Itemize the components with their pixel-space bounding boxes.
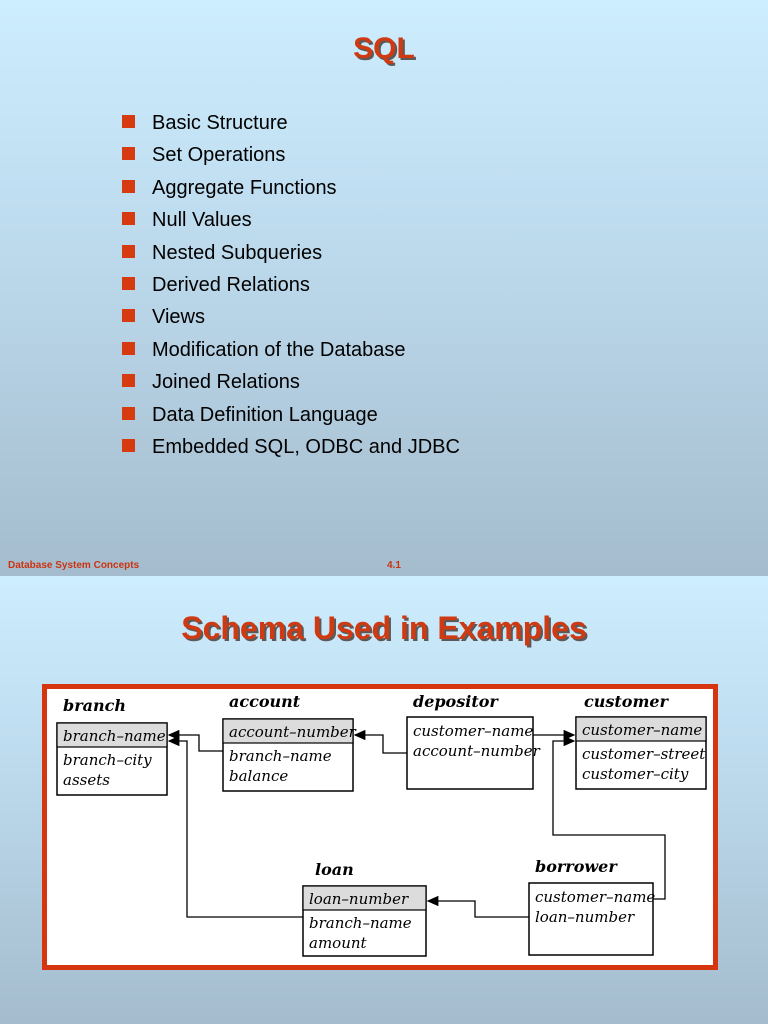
list-item bbox=[122, 142, 460, 174]
list-item-label: Set Operations bbox=[152, 144, 286, 167]
footer-page-number: 4.1 bbox=[387, 560, 401, 571]
list-item bbox=[122, 304, 460, 336]
attribute-label: customer–street bbox=[582, 745, 706, 763]
attribute-label: customer–city bbox=[582, 765, 689, 783]
table-name: account bbox=[229, 692, 301, 711]
list-item-label: Modification of the Database bbox=[152, 338, 406, 361]
list-item bbox=[122, 272, 460, 304]
schema-diagram-frame bbox=[42, 684, 718, 970]
table-name: customer bbox=[584, 692, 668, 711]
attribute-label: account–number bbox=[229, 723, 356, 741]
table-name: branch bbox=[63, 696, 126, 715]
bullet-square-icon bbox=[122, 245, 135, 258]
table-name: loan bbox=[315, 860, 354, 879]
bullet-square-icon bbox=[122, 407, 135, 420]
table-depositor bbox=[407, 692, 541, 789]
list-item-label: Embedded SQL, ODBC and JDBC bbox=[152, 435, 460, 458]
fk-arrow-borrower-loan bbox=[428, 901, 529, 917]
attribute-label: loan–number bbox=[535, 908, 635, 926]
attribute-label: customer–name bbox=[582, 721, 703, 739]
list-item-label: Views bbox=[152, 306, 205, 329]
attribute-label: customer–name bbox=[413, 722, 534, 740]
attribute-label: branch–city bbox=[63, 751, 152, 769]
attribute-label: account–number bbox=[413, 742, 540, 760]
attribute-label: customer–name bbox=[535, 888, 656, 906]
attribute-label: balance bbox=[229, 767, 289, 785]
attribute-label: branch–name bbox=[309, 914, 412, 932]
list-item-label: Aggregate Functions bbox=[152, 176, 337, 199]
table-account bbox=[223, 692, 357, 791]
list-item bbox=[122, 434, 460, 466]
footer-book-title: Database System Concepts bbox=[8, 560, 140, 571]
list-item-label: Derived Relations bbox=[152, 273, 310, 296]
attribute-label: loan–number bbox=[309, 890, 409, 908]
list-item bbox=[122, 240, 460, 272]
bullet-square-icon bbox=[122, 374, 135, 387]
bullet-square-icon bbox=[122, 212, 135, 225]
list-item-label: Joined Relations bbox=[152, 371, 300, 394]
attribute-label: branch–name bbox=[229, 747, 332, 765]
fk-arrow-depositor-account bbox=[355, 735, 407, 753]
table-borrower bbox=[529, 857, 655, 955]
list-item-label: Null Values bbox=[152, 209, 252, 232]
bullet-square-icon bbox=[122, 147, 135, 160]
bullet-square-icon bbox=[122, 342, 135, 355]
slide-title: Schema Used in Examples bbox=[181, 610, 587, 646]
bullet-square-icon bbox=[122, 309, 135, 322]
list-item bbox=[122, 337, 460, 369]
bullet-square-icon bbox=[122, 439, 135, 452]
table-branch bbox=[57, 696, 167, 795]
list-item bbox=[122, 207, 460, 239]
slide-schema bbox=[0, 576, 768, 1024]
list-item bbox=[122, 369, 460, 401]
attribute-label: branch–name bbox=[63, 727, 166, 745]
bullet-square-icon bbox=[122, 180, 135, 193]
table-customer bbox=[576, 692, 706, 789]
list-item bbox=[122, 402, 460, 434]
list-item bbox=[122, 110, 460, 142]
slide-title: SQL bbox=[353, 32, 415, 65]
list-item-label: Data Definition Language bbox=[152, 403, 378, 426]
bullet-square-icon bbox=[122, 115, 135, 128]
fk-arrow-account-branch bbox=[169, 735, 223, 751]
topic-list bbox=[122, 110, 460, 466]
attribute-label: assets bbox=[63, 771, 110, 789]
schema-diagram bbox=[47, 689, 713, 965]
table-loan bbox=[303, 860, 426, 956]
table-name: depositor bbox=[413, 692, 498, 711]
list-item bbox=[122, 175, 460, 207]
list-item-label: Nested Subqueries bbox=[152, 241, 323, 264]
list-item-label: Basic Structure bbox=[152, 112, 288, 134]
table-name: borrower bbox=[535, 857, 617, 876]
bullet-square-icon bbox=[122, 277, 135, 290]
attribute-label: amount bbox=[309, 934, 367, 952]
